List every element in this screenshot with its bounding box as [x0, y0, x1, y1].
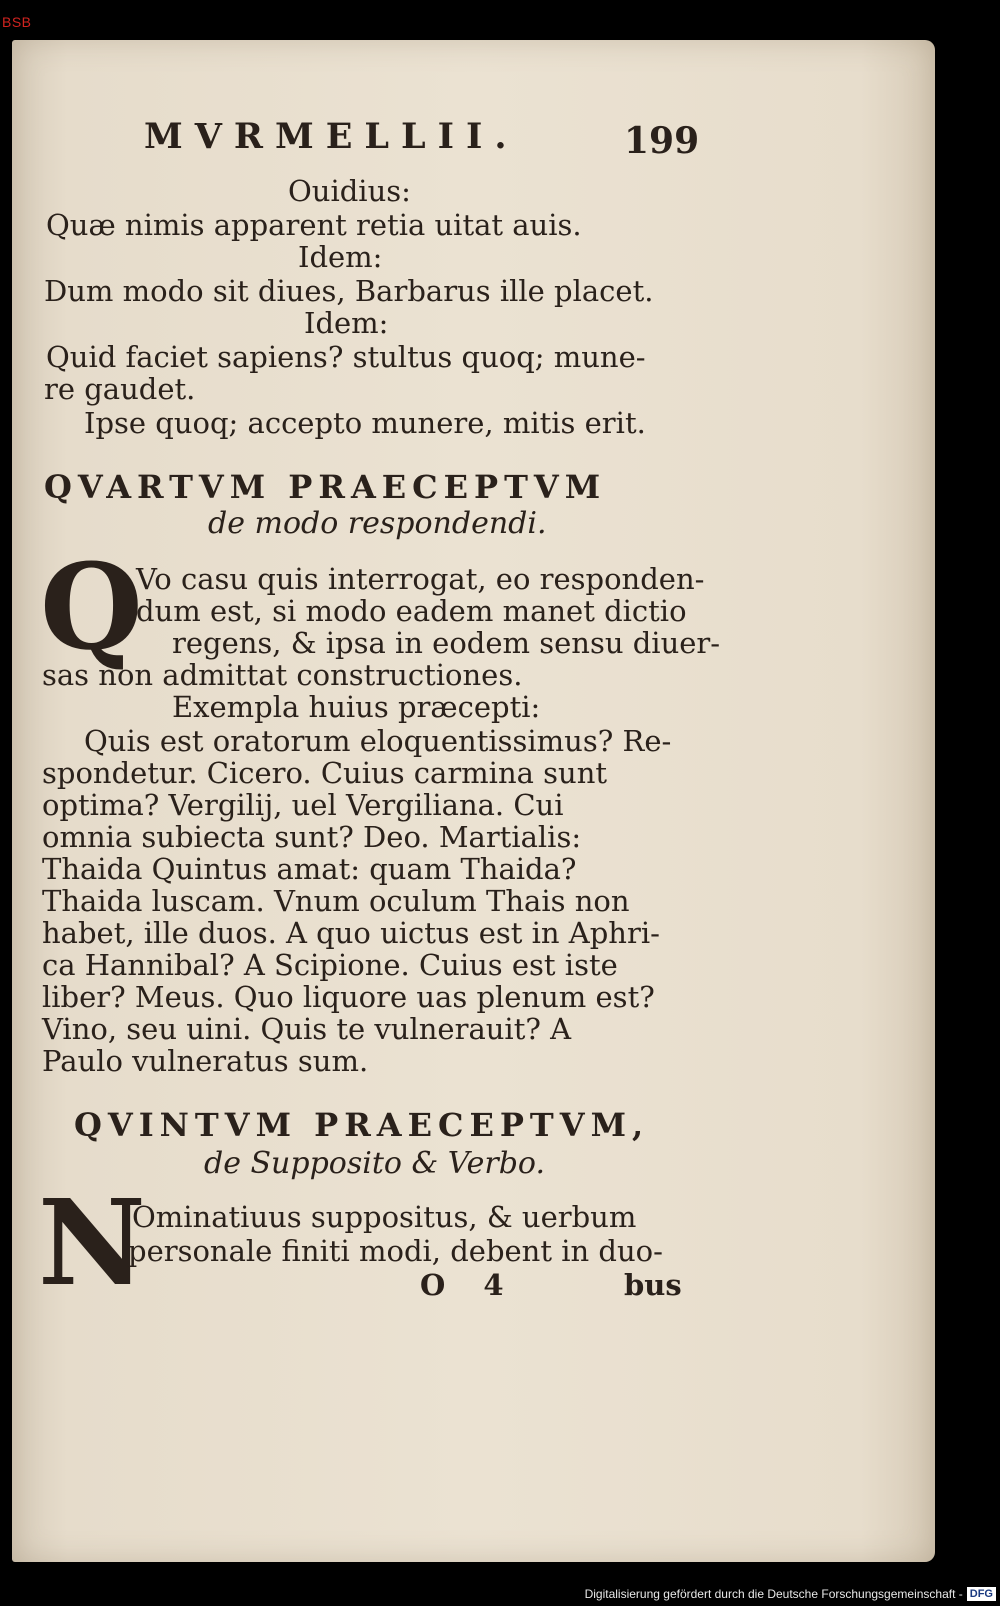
- text-line: Quæ nimis apparent retia uitat auis.: [46, 208, 582, 242]
- drop-capital: N: [38, 1173, 146, 1312]
- text-line: Vo casu quis interrogat, eo responden-: [136, 562, 705, 596]
- text-line: ca Hannibal? A Scipione. Cuius est iste: [42, 948, 618, 982]
- text-line: omnia subiecta sunt? Deo. Martialis:: [42, 820, 582, 854]
- text-line: dum est, si modo eadem manet dictio: [136, 594, 687, 628]
- text-line: Idem:: [298, 240, 383, 274]
- text-line: Thaida Quintus amat: quam Thaida?: [42, 852, 577, 886]
- section-subtitle: de Supposito & Verbo.: [204, 1146, 546, 1181]
- library-mark: BSB: [2, 14, 32, 30]
- text-line: spondetur. Cicero. Cuius carmina sunt: [42, 756, 608, 790]
- text-line: habet, ille duos. A quo uictus est in Aphri-: [42, 916, 660, 950]
- text-line: Ominatiuus suppositus, & uerbum: [132, 1200, 637, 1234]
- footer-credit: Digitalisierung gefördert durch die Deutsche Forschungsgemeinschaft -: [584, 1587, 963, 1601]
- running-title: MVRMELLII.: [144, 116, 519, 157]
- text-line: Dum modo sit diues, Barbarus ille placet.: [44, 274, 654, 308]
- section-title: QVARTVM PRAECEPTVM: [44, 468, 607, 506]
- text-line: Quid faciet sapiens? stultus quoq; mune-: [46, 340, 646, 374]
- text-line: sas non admittat constructiones.: [42, 658, 523, 692]
- text-line: personale finiti modi, debent in duo-: [128, 1234, 663, 1268]
- text-line: Ouidius:: [288, 174, 411, 208]
- catchword: bus: [624, 1268, 682, 1302]
- text-line: Idem:: [304, 306, 389, 340]
- drop-capital: Q: [40, 537, 143, 676]
- text-line: Vino, seu uini. Quis te vulnerauit? A: [42, 1012, 572, 1046]
- page-number: 199: [624, 120, 700, 162]
- text-line: Thaida luscam. Vnum oculum Thais non: [42, 884, 630, 918]
- text-line: optima? Vergilij, uel Vergiliana. Cui: [42, 788, 564, 822]
- text-line: Quis est oratorum eloquentissimus? Re-: [84, 724, 672, 758]
- digitization-footer: [576, 1582, 996, 1606]
- dfg-logo: DFG: [967, 1587, 996, 1601]
- text-line: Exempla huius præcepti:: [172, 690, 541, 724]
- signature-mark: O 4: [420, 1268, 518, 1302]
- section-title: QVINTVM PRAECEPTVM,: [74, 1106, 650, 1144]
- text-line: Ipse quoq; accepto munere, mitis erit.: [84, 406, 646, 440]
- text-line: Paulo vulneratus sum.: [42, 1044, 369, 1078]
- text-line: re gaudet.: [44, 372, 196, 406]
- section-subtitle: de modo respondendi.: [208, 506, 547, 541]
- text-line: regens, & ipsa in eodem sensu diuer-: [172, 626, 721, 660]
- book-page: [12, 40, 935, 1562]
- text-line: liber? Meus. Quo liquore uas plenum est?: [42, 980, 655, 1014]
